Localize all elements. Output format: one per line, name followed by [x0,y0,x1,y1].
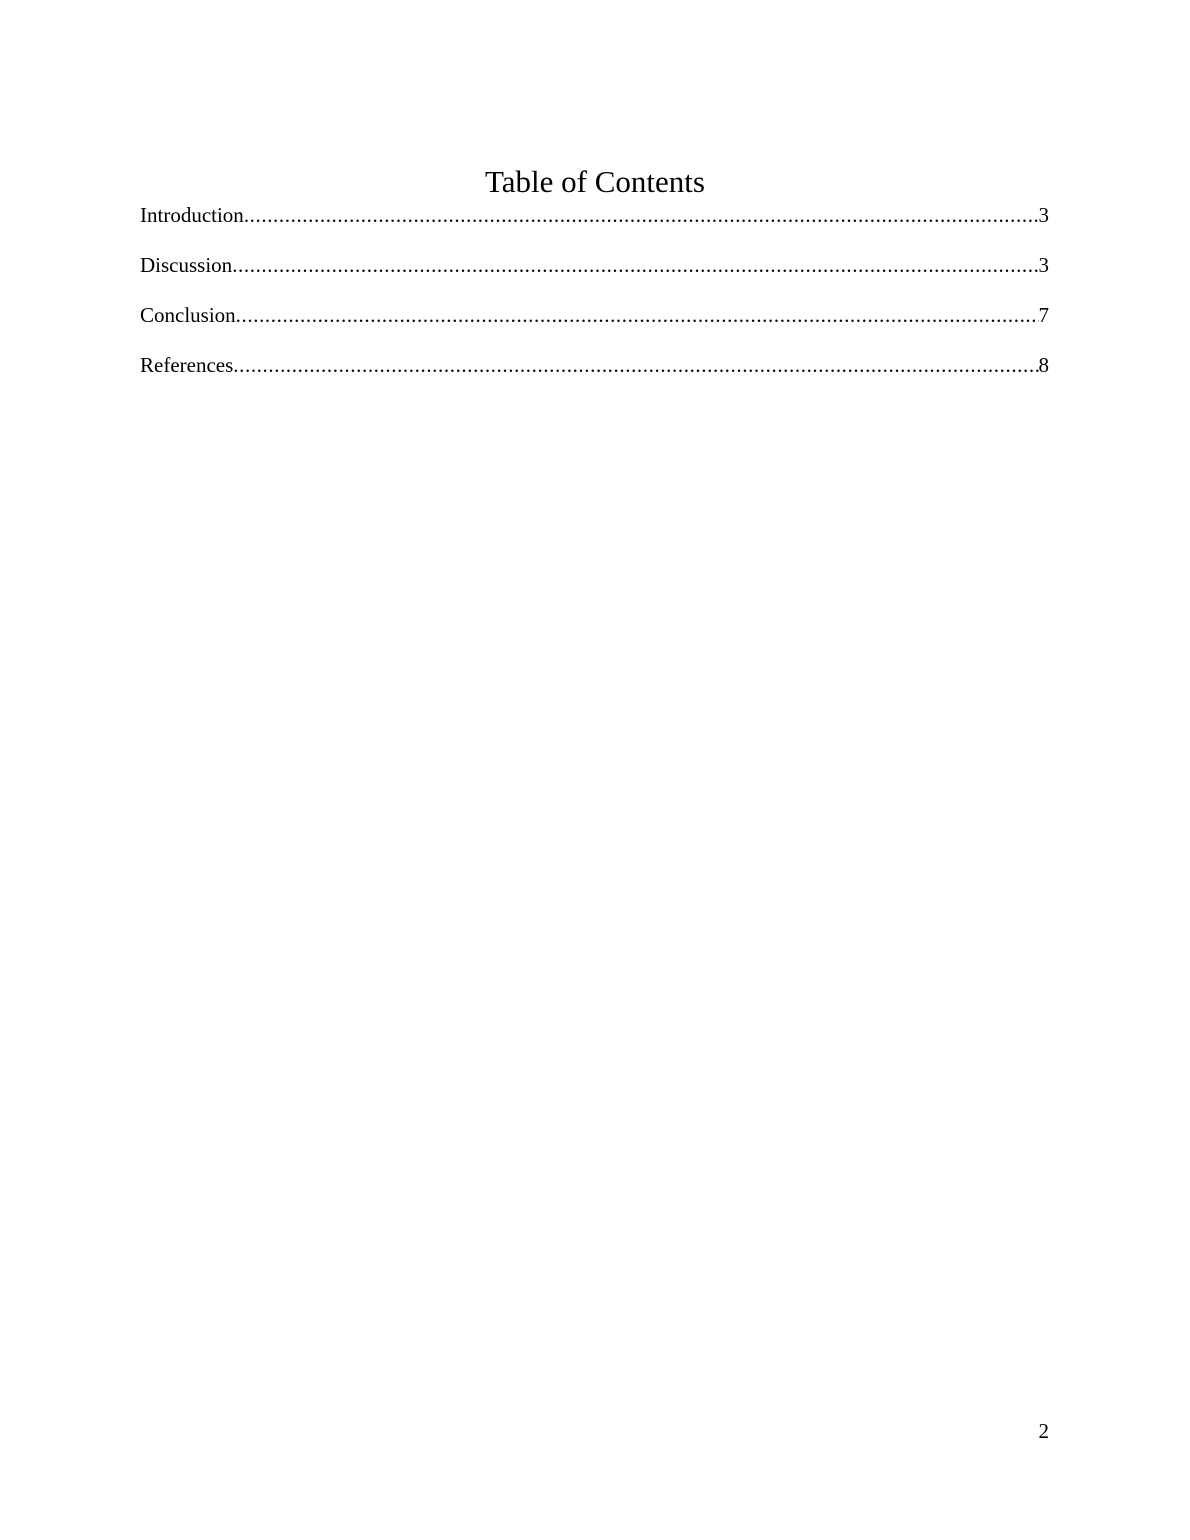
toc-dot-leader [233,350,1038,380]
toc-dot-leader [232,250,1038,280]
toc-entry-conclusion[interactable] [140,300,1049,350]
toc-entry-page: 7 [1038,303,1049,327]
toc-dot-leader [236,300,1039,330]
toc-entry-references[interactable] [140,350,1049,400]
toc-entry-label: Introduction [140,203,244,227]
toc-dot-leader [244,200,1039,230]
toc-list [140,200,1049,400]
toc-entry-label: References [140,353,234,377]
toc-entry-label: Discussion [140,253,233,277]
toc-entry-discussion[interactable] [140,250,1049,300]
page-number: 2 [1038,1419,1049,1443]
toc-entry-introduction[interactable] [140,200,1049,250]
toc-entry-page: 8 [1038,353,1049,377]
toc-entry-label: Conclusion [140,303,236,327]
toc-entry-page: 3 [1038,203,1049,227]
toc-entry-page: 3 [1038,253,1049,277]
toc-title: Table of Contents [485,164,705,199]
